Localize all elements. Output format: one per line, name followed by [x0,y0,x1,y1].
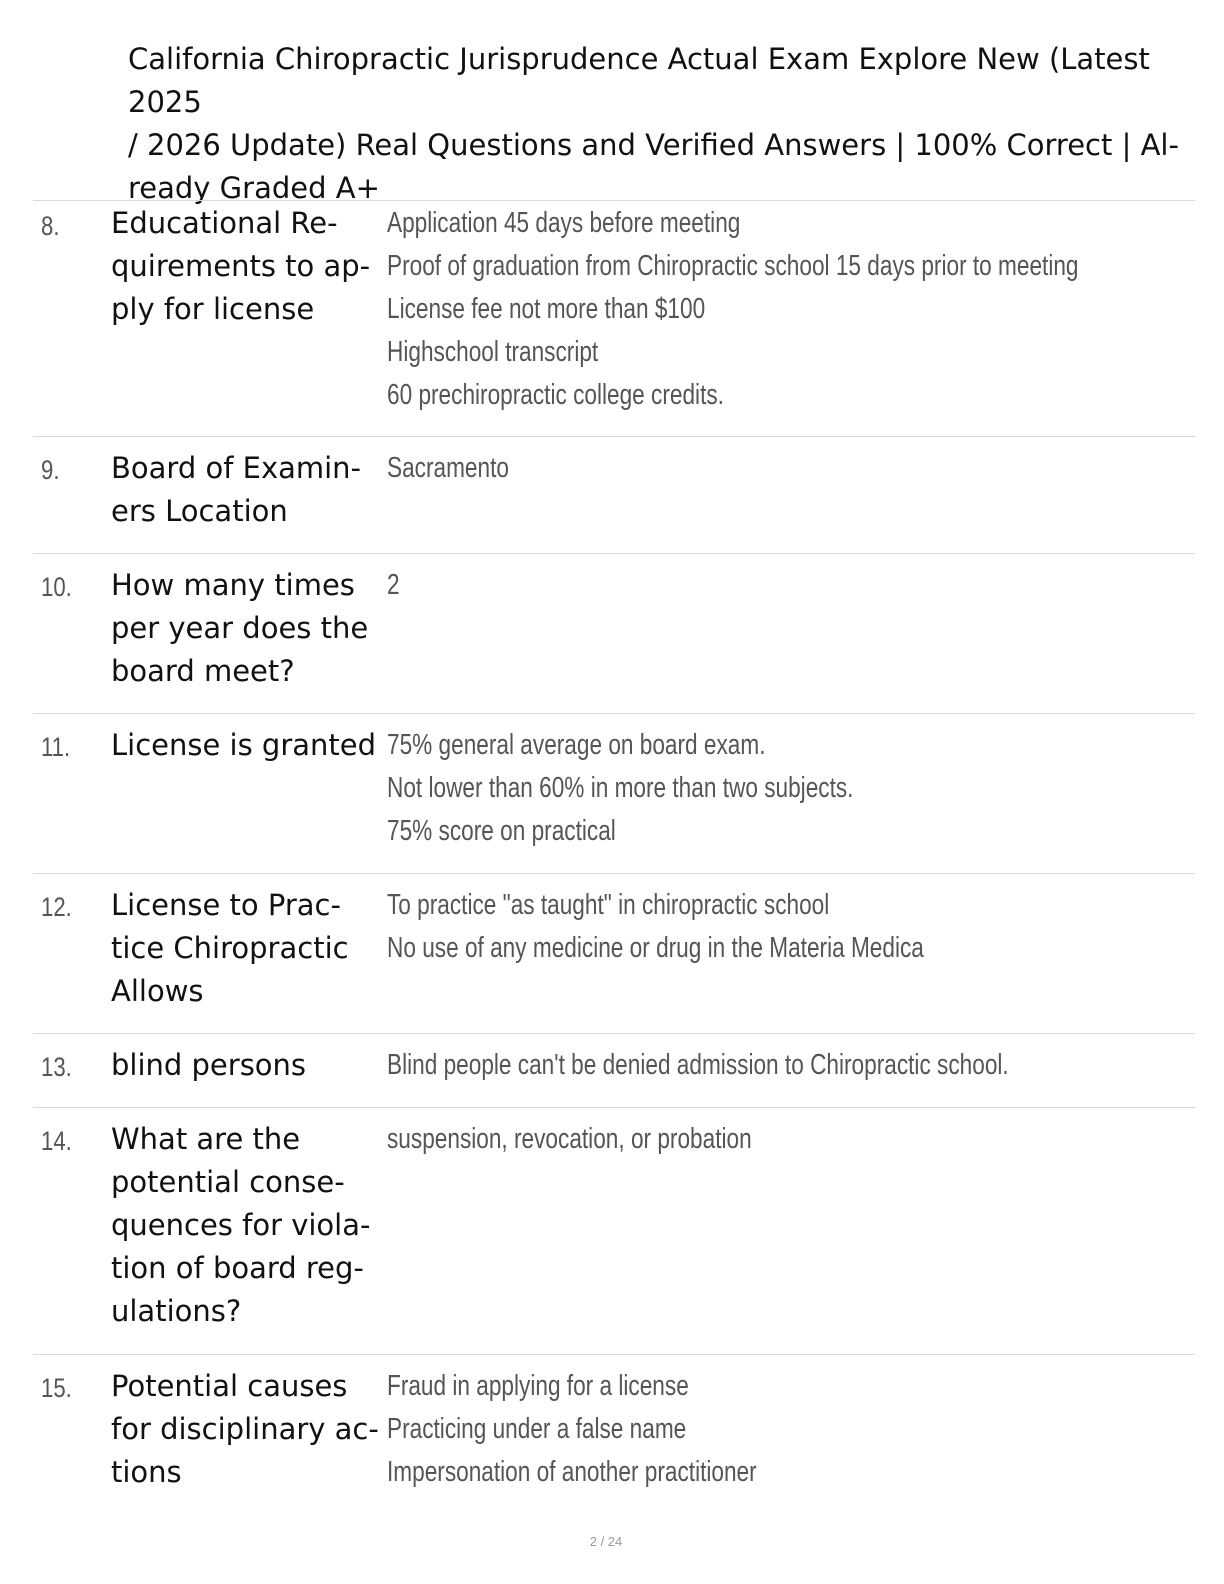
table-row [33,1354,1195,1504]
question-number: 12. [41,892,72,922]
question-text: Potential causes for disciplinary ac- tions [111,1369,379,1489]
question-text: License to Prac- tice Chiropractic Allows [111,888,349,1008]
answer-text [387,1044,1009,1087]
answer-line: Application 45 days before meeting [387,207,741,239]
answer-line: 60 prechiropractic college credits. [387,379,724,411]
answer-text [387,447,509,490]
question-text: Board of Examin- ers Location [111,451,362,528]
answer-text [387,564,400,607]
question-number: 8. [41,211,60,241]
question-number: 14. [41,1126,72,1156]
answer-line: 75% general average on board exam. [387,729,766,761]
table-row [33,1033,1195,1107]
page-number: 2 / 24 [589,1534,623,1549]
answer-line: Blind people can't be denied admission to Chiropractic school. [387,1049,1009,1081]
answer-line: Proof of graduation from Chiropractic school 15 days prior to meeting [387,250,1079,282]
answer-line: Fraud in applying for a license [387,1370,689,1402]
answer-line: Sacramento [387,452,509,484]
question-text: Educational Re- quirements to ap- ply for license [111,206,371,326]
answer-line: License fee not more than $100 [387,293,706,325]
table-row [33,436,1195,553]
question-number: 11. [41,732,71,762]
table-row [33,713,1195,873]
answer-line: Impersonation of another practitioner [387,1456,757,1488]
answer-text [387,884,924,970]
question-text: blind persons [111,1048,307,1082]
document-title: California Chiropractic Jurisprudence Actual Exam Explore New (Latest 2025 / 2026 Update) Real Questions and Verified Answers | 100% Correct | Al- ready Graded A+ [128,42,1179,205]
answer-line: Highschool transcript [387,336,599,368]
answer-line: No use of any medicine or drug in the Materia Medica [387,932,924,964]
answer-line: Not lower than 60% in more than two subjects. [387,772,854,804]
question-number: 10. [41,572,72,602]
answer-text [387,202,1079,417]
table-row [33,553,1195,713]
answer-line: 2 [387,569,400,601]
table-row [33,1107,1195,1354]
table-row [33,873,1195,1033]
answer-line: 75% score on practical [387,815,616,847]
question-text: What are the potential conse- quences for viola- tion of board reg- ulations? [111,1122,371,1328]
answer-line: suspension, revocation, or probation [387,1123,752,1155]
question-text: How many times per year does the board meet? [111,568,369,688]
answer-text [387,1365,757,1494]
question-number: 15. [41,1373,72,1403]
table-row [33,200,1195,436]
question-text: License is granted [111,728,377,762]
qa-table [33,200,1195,1504]
question-number: 13. [41,1052,72,1082]
question-number: 9. [41,455,60,485]
answer-line: To practice "as taught" in chiropractic school [387,889,830,921]
answer-text [387,724,853,853]
answer-line: Practicing under a false name [387,1413,687,1445]
answer-text [387,1118,752,1161]
